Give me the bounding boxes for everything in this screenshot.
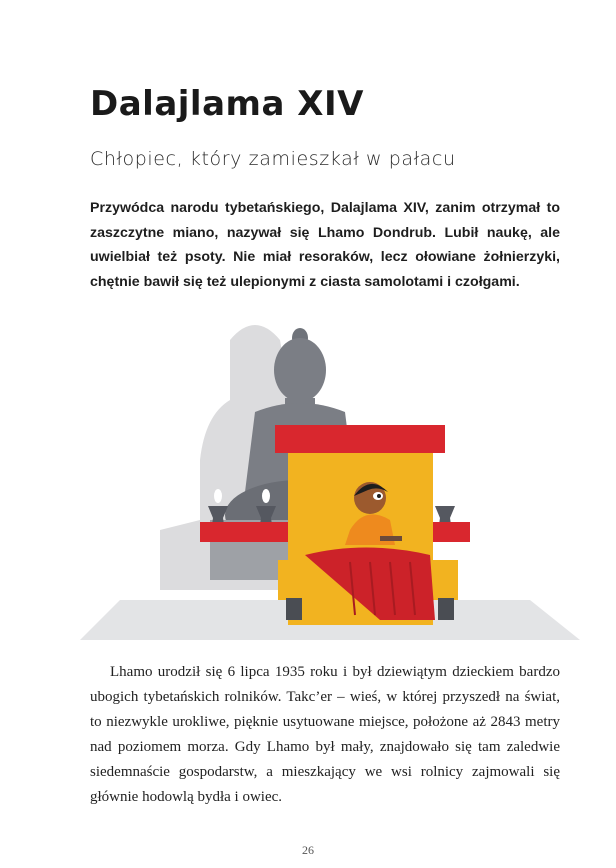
body-paragraph: Lhamo urodził się 6 lipca 1935 roku i był dziewiątym dzieckiem bardzo ubogich tybetańskich rolników. Takc’er – wieś, w której przyszedł na świat, to niezwykle urokliwe, pięknie usytuowane miejsce, położone aż 2843 metry nad poziomem morza. Gdy Lhamo był mały, znajdowało się tam zaledwie siedemnaście gospodarstw, a mieszkający we wsi rolnicy zajmowali się głównie hodowlą bydła i owiec. [90, 664, 560, 805]
page-title: Dalajlama XIV [90, 84, 364, 124]
page-number: 26 [302, 843, 314, 857]
dalai-lama-throne-illustration [60, 300, 590, 650]
page-subtitle: Chłopiec, który zamieszkał w pałacu [90, 148, 456, 170]
lead-paragraph: Przywódca narodu tybetańskiego, Dalajlama XIV, zanim otrzymał to zaszczytne miano, nazywał się Lhamo Dondrub. Lubił naukę, ale uwielbiał też psoty. Nie miał resoraków, lecz ołowiane żołnierzyki, chętnie bawił się też ulepionymi z ciasta samolotami i czołgami. [90, 200, 560, 290]
